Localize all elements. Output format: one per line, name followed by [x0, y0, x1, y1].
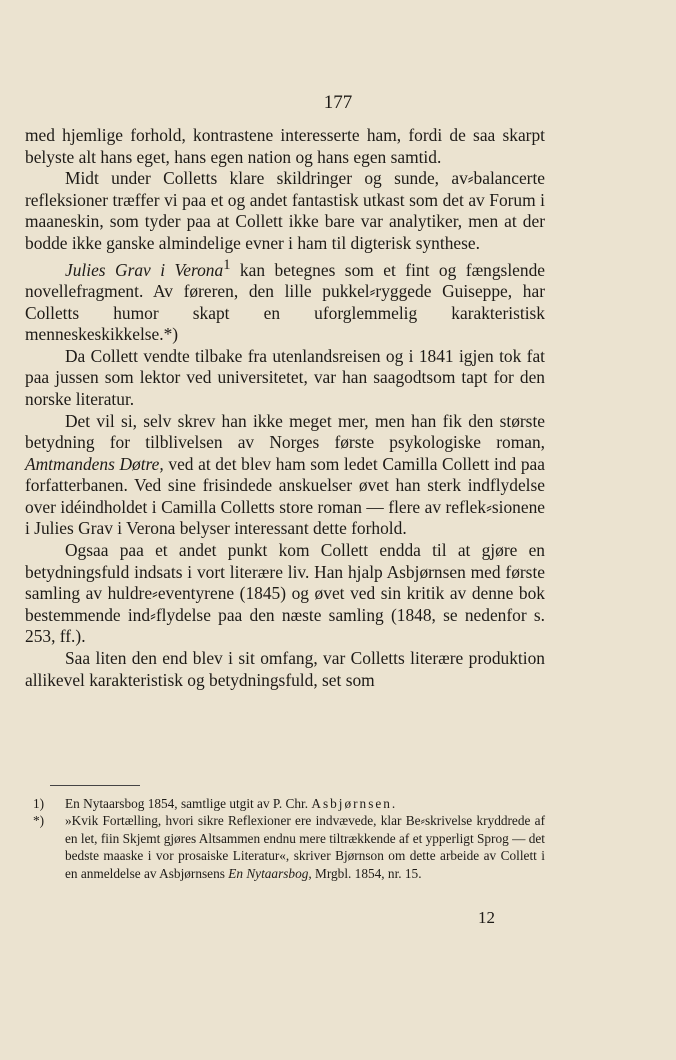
- footnote-mark: 1): [33, 796, 45, 811]
- footnotes: [25, 795, 545, 882]
- paragraph-6: Ogsaa paa et andet punkt kom Collett endda til at gjøre en betydningsfuld indsats i vort literære liv. Han hjalp Asbjørnsen med første samling av huldre⸗eventyrene (1845) og øvet ved sin kritik av denne bok bestemmende ind⸗flydelse paa den næste samling (1848, se nedenfor s. 253, ff.).: [25, 540, 545, 647]
- footnote-work-title: En Nytaarsbog,: [228, 865, 312, 881]
- footnote-divider: [50, 785, 140, 786]
- footnote-1: [25, 795, 545, 812]
- paragraph-7: Saa liten den end blev i sit omfang, var Colletts literære produktion allikevel karakteristisk og betydningsfuld, set som: [25, 648, 545, 690]
- body-text: [25, 125, 545, 691]
- page-number: 177: [323, 92, 353, 113]
- paragraph-3-text: kan betegnes som et fint og fængslende novellefragment. Av føreren, den lille pukkel⸗ryggede Guiseppe, har Colletts humor skapt en uforglemmelig karakteristisk menneskeskikkelse.*): [25, 259, 545, 345]
- work-title-amtmandens-dotre: Amtmandens Døtre,: [25, 453, 164, 474]
- paragraph-5: [25, 411, 545, 541]
- footnote-text: En Nytaarsbog 1854, samtlige utgit av P. Chr.: [65, 796, 312, 811]
- signature-mark: 12: [478, 908, 495, 927]
- paragraph-5-text-b: ved at det blev ham som ledet Camilla Collett ind paa forfatterbanen. Ved sine frisindede anskuelser øvet han sterk indflydelse over idéindholdet i Camilla Colletts store roman — flere av reflek⸗sionene i Julies Grav i Verona belyser interessant dette forhold.: [25, 453, 545, 539]
- paragraph-2: Midt under Colletts klare skildringer og sunde, av⸗balancerte refleksioner træffer vi paa et og andet fantastisk utkast som det av Forum i maaneskin, som tyder paa at Collett ikke bare var analytiker, men at der bodde ikke ganske almindelige evner i ham til digterisk synthese.: [25, 168, 545, 253]
- paragraph-5-text-a: Det vil si, selv skrev han ikke meget mer, men han fik den største betydning for tilblivelsen av Norges første psykologiske roman,: [25, 410, 545, 453]
- footnote-author-spaced: Asbjørnsen.: [311, 796, 398, 811]
- footnote-ref-1: 1: [223, 256, 231, 273]
- footnote-mark: *): [33, 813, 45, 829]
- footnote-text-end: Mrgbl. 1854, nr. 15.: [311, 865, 422, 881]
- paragraph-4: Da Collett vendte tilbake fra utenlandsreisen og i 1841 igjen tok fat paa jussen som lektor ved universitetet, var han saagodtsom tapt for den norske literatur.: [25, 345, 545, 409]
- paragraph-3: [25, 255, 545, 346]
- footnote-2: [25, 812, 545, 882]
- paragraph-1: med hjemlige forhold, kontrastene interesserte ham, fordi de saa skarpt belyste alt hans eget, hans egen nation og hans egen samtid.: [25, 125, 545, 167]
- work-title-julies-grav: Julies Grav i Verona: [65, 259, 224, 280]
- footnote-text: »Kvik Fortælling, hvori sikre Reflexioner ere indvævede, klar Be⸗skrivelse kryddrede af en let, fiin Skjemt gjøres Altsammen endnu mere tiltrækkende af et ypperligt Sprog — det bedste maaske i vor prosaiske Literatur«, skriver Bjørnson om dette arbeide av Collett i en anmeldelse av Asbjørnsens: [65, 813, 545, 881]
